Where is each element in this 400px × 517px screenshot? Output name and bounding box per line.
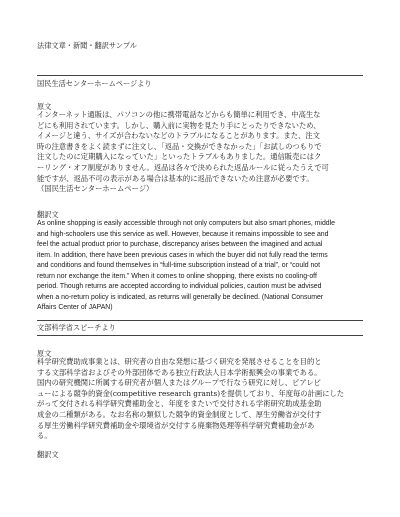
text-line: がって交付される科学研究費補助金と、年度をまたいで交付される学術研究助成基金助 xyxy=(37,399,322,409)
text-line: period. Though returns are accepted according to individual policies, caution must be advised xyxy=(37,283,322,291)
text-line: feel the actual product prior to purchase, discrepancy arises between the imagined and actual xyxy=(37,241,323,249)
translation-label: 翻訳文 xyxy=(37,450,59,459)
section-divider xyxy=(37,320,363,321)
text-line: る。 xyxy=(37,431,52,441)
text-line: （国民生活センターホームページ） xyxy=(37,184,154,194)
text-line: 科学研究費助成事業とは、研究者の自由な発想に基づく研究を発展させることを目的と xyxy=(37,357,322,366)
original-text-label: 原文 xyxy=(37,102,52,111)
text-line: Affairs Center of JAPAN) xyxy=(37,304,113,312)
text-line: どにも利用されています。しかし、購入前に実物を見たり手にとったりできないため、 xyxy=(37,120,321,130)
text-line: when a no-return policy is indicated, as returns will generally be declined. (National Consumer xyxy=(37,293,324,301)
text-line: and conditions and found themselves in “full-time subscription instead of a trial”, or “could not xyxy=(37,262,321,270)
text-line: 国内の研究機関に所属する研究者が個人またはグループで行なう研究に対し、ピアレビ xyxy=(37,378,321,388)
text-line: ーリング・オフ制度がありません。返品は各々で決められた返品ルールに従ったうえで可 xyxy=(37,162,329,172)
section-divider xyxy=(37,335,363,336)
text-line: 能ですが、返品不可の表示がある場合は基本的に返品できないため注意が必要です。 xyxy=(37,173,314,183)
text-line: item. In addition, there have been previous cases in which the buyer did not fully read the terms xyxy=(37,251,328,259)
text-line: As online shopping is easily accessible through not only computers but also smart phones, middle xyxy=(37,220,335,227)
translation-paragraph xyxy=(37,219,363,314)
original-text-paragraph xyxy=(37,357,363,442)
text-line: 時の注意書きをよく読まずに注文し、「返品・交換ができなかった」「お試しのつもりで xyxy=(37,141,322,151)
text-line: する文部科学省およびその外部団体である独立行政法人日本学術振興会の事業である。 xyxy=(37,367,322,377)
text-line: 成金の二種類がある。なお名称の類似した競争的資金制度として、厚生労働省が交付す xyxy=(37,409,322,419)
section-title: 文部科学省スピーチより xyxy=(37,323,116,332)
text-line: インターネット通販は、パソコンの他に携帯電話などからも簡単に利用でき、中高生な xyxy=(37,110,321,119)
section-title: 国民生活センターホームページより xyxy=(37,79,152,88)
document-title: 法律文章・新聞・翻訳サンプル xyxy=(37,41,137,50)
original-text-label: 原文 xyxy=(37,349,52,358)
translation-label: 翻訳文 xyxy=(37,210,59,219)
text-line: る厚生労働科学研究費補助金や環境省が交付する廃棄物処理等科学研究費補助金があ xyxy=(37,420,315,430)
text-line: イメージと違う、サイズが合わないなどのトラブルになることがあります。また、注文 xyxy=(37,131,320,141)
section-divider xyxy=(37,75,363,76)
text-line: return nor exchange the item.” When it comes to online shopping, there exists no cooling-off xyxy=(37,272,317,280)
text-line: and high-schoolers use this service as well. However, because it remains impossible to see and xyxy=(37,230,329,238)
text-line: 注文したのに定期購入になっていた」といったトラブルもありました。通信販売にはク xyxy=(37,152,322,162)
original-text-paragraph xyxy=(37,110,363,195)
text-line: ューによる競争的資金(competitive research grants)を提供しており、年度毎の計画にした xyxy=(37,388,345,398)
